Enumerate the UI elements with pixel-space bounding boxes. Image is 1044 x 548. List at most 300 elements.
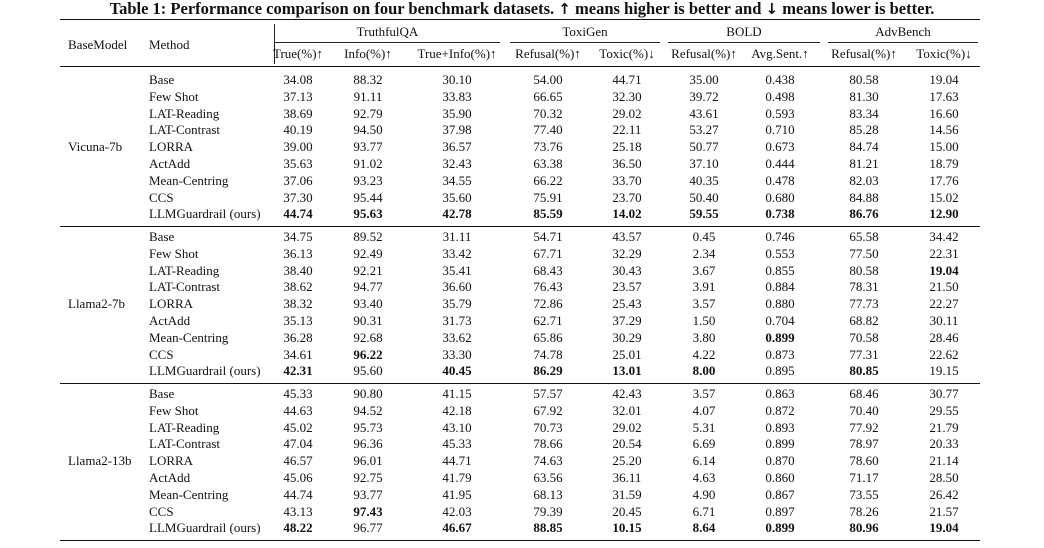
table-cell: 86.29: [533, 363, 563, 379]
table-cell: 44.63: [283, 402, 313, 418]
table-cell: 93.77: [353, 139, 383, 155]
table-cell: 4.63: [692, 470, 716, 485]
table-cell: 78.66: [533, 436, 563, 452]
table-cell: 54.71: [533, 229, 563, 244]
table-cell: 29.02: [612, 105, 642, 121]
column-header: Refusal(%)↑: [671, 46, 737, 61]
table-cell: 78.60: [849, 453, 879, 469]
table-cell: 38.32: [283, 296, 313, 312]
table-cell: 66.22: [533, 172, 563, 188]
table-cell: 32.01: [612, 402, 642, 418]
table-cell: 70.40: [849, 402, 879, 418]
table-cell: 77.50: [849, 245, 879, 261]
group-underline: [275, 42, 500, 43]
method-label: LORRA: [149, 139, 194, 155]
table-cell: 25.01: [612, 346, 642, 362]
table-cell: 38.69: [283, 105, 313, 121]
table-cell: 42.78: [442, 206, 472, 222]
table-cell: 66.65: [533, 88, 563, 104]
table-cell: 33.70: [612, 172, 642, 188]
table-cell: 37.30: [283, 189, 313, 205]
column-header: Toxic(%)↓: [916, 46, 972, 61]
table-cell: 82.03: [849, 172, 879, 188]
table-cell: 94.52: [353, 402, 383, 418]
column-header: Avg.Sent.↑: [751, 46, 809, 61]
table-cell: 0.746: [765, 229, 795, 244]
table-cell: 42.18: [442, 402, 472, 418]
table-cell: 33.62: [442, 329, 472, 345]
table-cell: 81.21: [849, 156, 879, 171]
table-cell: 13.01: [612, 363, 642, 379]
table-cell: 46.67: [442, 520, 472, 536]
table-cell: 63.38: [533, 156, 563, 171]
table-cell: 59.55: [689, 206, 719, 222]
table-cell: 19.04: [929, 262, 959, 278]
table-cell: 0.899: [765, 329, 795, 345]
table-cell: 35.00: [689, 72, 719, 87]
table-cell: 96.36: [353, 436, 383, 452]
table-cell: 96.22: [353, 346, 383, 362]
table-cell: 32.30: [612, 88, 642, 104]
column-header: Toxic(%)↓: [599, 46, 655, 61]
table-cell: 2.34: [692, 245, 716, 261]
table-cell: 35.63: [283, 156, 313, 171]
table-cell: 90.31: [353, 313, 383, 328]
table-cell: 77.73: [849, 296, 879, 312]
table-cell: 92.68: [353, 329, 383, 345]
table-cell: 92.49: [353, 245, 383, 261]
bottom-rule: [60, 540, 980, 541]
table-cell: 35.60: [442, 189, 472, 205]
table-cell: 5.31: [692, 419, 716, 435]
column-header: Refusal(%)↑: [515, 46, 581, 61]
table-cell: 71.17: [849, 470, 879, 485]
table-cell: 97.43: [353, 503, 383, 519]
table-cell: 38.62: [283, 279, 313, 295]
group-header-advbench: AdvBench: [875, 24, 931, 39]
block-separator: [60, 383, 980, 384]
table-cell: 31.11: [442, 229, 472, 244]
table-cell: 95.44: [353, 189, 383, 205]
table-cell: 30.43: [612, 262, 642, 278]
method-label: Few Shot: [149, 88, 199, 104]
table-cell: 32.43: [442, 156, 472, 171]
table-cell: 62.71: [533, 313, 563, 328]
table-cell: 46.57: [283, 453, 313, 469]
table-cell: 20.54: [612, 436, 642, 452]
table-cell: 84.88: [849, 189, 879, 205]
table-cell: 65.86: [533, 329, 563, 345]
table-cell: 0.553: [765, 245, 795, 261]
group-underline: [668, 42, 820, 43]
method-label: LAT-Contrast: [149, 279, 221, 295]
table-cell: 15.02: [929, 189, 959, 205]
down-arrow-icon: ↓: [765, 0, 779, 18]
table-cell: 77.31: [849, 346, 879, 362]
table-cell: 70.32: [533, 105, 563, 121]
method-label: LLMGuardrail (ours): [149, 206, 261, 222]
table-cell: 44.74: [283, 486, 313, 502]
table-cell: 43.10: [442, 419, 472, 435]
table-cell: 96.01: [353, 453, 383, 469]
method-label: LLMGuardrail (ours): [149, 520, 261, 536]
table-cell: 32.29: [612, 245, 642, 261]
table-cell: 0.673: [765, 139, 795, 155]
table-cell: 36.28: [283, 329, 313, 345]
method-label: CCS: [149, 346, 174, 362]
table-cell: 95.63: [353, 206, 383, 222]
table-cell: 36.60: [442, 279, 472, 295]
table-cell: 21.79: [929, 419, 959, 435]
table-cell: 30.10: [442, 72, 472, 87]
table-cell: 31.73: [442, 313, 472, 328]
table-cell: 68.46: [849, 386, 879, 401]
table-cell: 70.58: [849, 329, 879, 345]
table-cell: 34.75: [283, 229, 313, 244]
table-cell: 94.77: [353, 279, 383, 295]
table-cell: 33.42: [442, 245, 472, 261]
table-cell: 4.22: [692, 346, 716, 362]
table-cell: 0.880: [765, 296, 795, 312]
table-cell: 44.71: [442, 453, 472, 469]
table-cell: 92.79: [353, 105, 383, 121]
table-cell: 1.50: [692, 313, 716, 328]
table-cell: 41.79: [442, 470, 472, 485]
method-label: CCS: [149, 503, 174, 519]
table-cell: 22.27: [929, 296, 959, 312]
table-cell: 0.870: [765, 453, 795, 469]
table-cell: 38.40: [283, 262, 313, 278]
table-cell: 77.92: [849, 419, 879, 435]
table-cell: 90.80: [353, 386, 383, 401]
table-cell: 0.478: [765, 172, 795, 188]
table-cell: 37.29: [612, 313, 642, 328]
table-cell: 86.76: [849, 206, 879, 222]
table-cell: 53.27: [689, 122, 719, 138]
column-header: True(%)↑: [272, 46, 324, 61]
table-cell: 75.91: [533, 189, 563, 205]
table-cell: 78.31: [849, 279, 879, 295]
table-cell: 31.59: [612, 486, 642, 502]
table-cell: 26.42: [929, 486, 959, 502]
table-cell: 23.57: [612, 279, 642, 295]
table-cell: 72.86: [533, 296, 563, 312]
column-header: Info(%)↑: [344, 46, 392, 61]
table-cell: 8.00: [692, 363, 716, 379]
group-underline: [510, 42, 660, 43]
table-cell: 0.855: [765, 262, 795, 278]
table-cell: 96.77: [353, 520, 383, 536]
group-header-truthfulqa: TruthfulQA: [356, 24, 419, 39]
table-cell: 0.710: [765, 122, 795, 138]
table-cell: 12.90: [929, 206, 959, 222]
table-cell: 57.57: [533, 386, 563, 401]
table-cell: 0.899: [765, 520, 795, 536]
table-caption: [0, 0, 1044, 18]
table-cell: 79.39: [533, 503, 563, 519]
table-cell: 74.78: [533, 346, 563, 362]
table-cell: 14.02: [612, 206, 642, 222]
table-cell: 28.50: [929, 470, 959, 485]
method-label: ActAdd: [149, 313, 191, 328]
method-label: LAT-Reading: [149, 419, 220, 435]
method-label: Few Shot: [149, 245, 199, 261]
table-cell: 0.738: [765, 206, 795, 222]
table-cell: 34.08: [283, 72, 313, 87]
table-cell: 47.04: [283, 436, 313, 452]
table-cell: 4.90: [692, 486, 716, 502]
method-label: Base: [149, 229, 175, 244]
table-cell: 43.13: [283, 503, 313, 519]
table-cell: 22.62: [929, 346, 959, 362]
table-cell: 10.15: [612, 520, 642, 536]
table-cell: 36.13: [283, 245, 313, 261]
method-label: Base: [149, 386, 175, 401]
table-cell: 39.72: [689, 88, 719, 104]
table-cell: 67.71: [533, 245, 563, 261]
group-underline: [828, 42, 978, 43]
method-label: LAT-Reading: [149, 105, 220, 121]
table-cell: 25.20: [612, 453, 642, 469]
table-cell: 21.57: [929, 503, 959, 519]
table-cell: 78.97: [849, 436, 879, 452]
table-cell: 30.11: [929, 313, 959, 328]
table-cell: 0.680: [765, 189, 795, 205]
table-cell: 76.43: [533, 279, 563, 295]
method-label: LLMGuardrail (ours): [149, 363, 261, 379]
table-cell: 30.77: [929, 386, 959, 401]
table-cell: 44.71: [612, 72, 642, 87]
table-cell: 6.71: [692, 503, 716, 519]
table-cell: 35.90: [442, 105, 472, 121]
table-cell: 34.55: [442, 172, 472, 188]
table-cell: 25.43: [612, 296, 642, 312]
table-cell: 94.50: [353, 122, 383, 138]
basemodel-label: Llama2-13b: [68, 453, 132, 469]
table-cell: 45.02: [283, 419, 313, 435]
table-cell: 35.13: [283, 313, 313, 328]
table-cell: 0.895: [765, 363, 795, 379]
table-cell: 43.61: [689, 105, 719, 121]
table-cell: 29.55: [929, 402, 959, 418]
table-cell: 0.704: [765, 313, 795, 328]
caption-text-end: means lower is better.: [778, 0, 935, 18]
table-cell: 34.61: [283, 346, 313, 362]
method-label: CCS: [149, 189, 174, 205]
table-cell: 0.860: [765, 470, 795, 485]
table-cell: 85.59: [533, 206, 563, 222]
table-cell: 80.58: [849, 72, 879, 87]
table-cell: 20.45: [612, 503, 642, 519]
table-cell: 21.50: [929, 279, 959, 295]
table-cell: 0.897: [765, 503, 795, 519]
table-cell: 0.593: [765, 105, 795, 121]
table-cell: 85.28: [849, 122, 879, 138]
table-cell: 0.872: [765, 402, 795, 418]
table-cell: 23.70: [612, 189, 642, 205]
table-cell: 8.64: [692, 520, 716, 536]
table-cell: 89.52: [353, 229, 383, 244]
table-cell: 40.45: [442, 363, 472, 379]
table-cell: 39.00: [283, 139, 313, 155]
table-cell: 84.74: [849, 139, 879, 155]
table-cell: 68.82: [849, 313, 879, 328]
table-cell: 0.438: [765, 72, 795, 87]
table-cell: 0.899: [765, 436, 795, 452]
table-cell: 16.60: [929, 105, 959, 121]
table-cell: 73.55: [849, 486, 879, 502]
table-cell: 37.06: [283, 172, 313, 188]
table-cell: 34.42: [929, 229, 959, 244]
table-cell: 3.57: [692, 386, 716, 401]
table-cell: 80.96: [849, 520, 879, 536]
top-rule: [60, 19, 980, 20]
table-cell: 36.50: [612, 156, 642, 171]
table-cell: 0.884: [765, 279, 795, 295]
table-cell: 88.85: [533, 520, 563, 536]
basemodel-label: Vicuna-7b: [68, 139, 123, 155]
block-separator: [60, 226, 980, 227]
table-cell: 0.444: [765, 156, 795, 171]
table-cell: 0.873: [765, 346, 795, 362]
table-cell: 15.00: [929, 139, 959, 155]
table-cell: 28.46: [929, 329, 959, 345]
table-cell: 63.56: [533, 470, 563, 485]
table-cell: 25.18: [612, 139, 642, 155]
table-cell: 30.29: [612, 329, 642, 345]
method-label: Mean-Centring: [149, 329, 229, 345]
table-cell: 3.91: [692, 279, 716, 295]
table-cell: 41.15: [442, 386, 472, 401]
table-cell: 6.14: [692, 453, 716, 469]
table-cell: 80.85: [849, 363, 879, 379]
table-cell: 33.30: [442, 346, 472, 362]
table-cell: 0.863: [765, 386, 795, 401]
method-label: ActAdd: [149, 470, 191, 485]
method-label: LAT-Reading: [149, 262, 220, 278]
table-cell: 80.58: [849, 262, 879, 278]
table-cell: 92.21: [353, 262, 383, 278]
table-cell: 36.11: [612, 470, 642, 485]
table-cell: 95.60: [353, 363, 383, 379]
table-cell: 4.07: [692, 402, 716, 418]
table-cell: 88.32: [353, 72, 383, 87]
table-cell: 37.10: [689, 156, 719, 171]
table-cell: 93.77: [353, 486, 383, 502]
table-cell: 0.867: [765, 486, 795, 502]
method-label: Few Shot: [149, 402, 199, 418]
table-cell: 42.31: [283, 363, 313, 379]
table-cell: 48.22: [283, 520, 313, 536]
table-cell: 42.03: [442, 503, 472, 519]
table-cell: 29.02: [612, 419, 642, 435]
table-cell: 54.00: [533, 72, 563, 87]
table-cell: 33.83: [442, 88, 472, 104]
table-cell: 65.58: [849, 229, 879, 244]
method-label: LAT-Contrast: [149, 436, 221, 452]
table-cell: 93.23: [353, 172, 383, 188]
table-cell: 35.41: [442, 262, 472, 278]
table-cell: 50.40: [689, 189, 719, 205]
table-cell: 17.63: [929, 88, 959, 104]
method-label: Mean-Centring: [149, 172, 229, 188]
table-cell: 91.02: [353, 156, 383, 171]
group-header-bold: BOLD: [726, 24, 762, 39]
table-cell: 45.33: [283, 386, 313, 401]
table-cell: 19.15: [929, 363, 959, 379]
table-cell: 0.45: [692, 229, 716, 244]
table-cell: 73.76: [533, 139, 563, 155]
column-header: Refusal(%)↑: [831, 46, 897, 61]
table-cell: 21.14: [929, 453, 959, 469]
table-cell: 68.13: [533, 486, 563, 502]
table-cell: 44.74: [283, 206, 313, 222]
table-cell: 45.33: [442, 436, 472, 452]
table-cell: 20.33: [929, 436, 959, 452]
method-label: ActAdd: [149, 156, 191, 171]
up-arrow-icon: ↑: [558, 0, 571, 18]
table-cell: 83.34: [849, 105, 879, 121]
table-cell: 40.35: [689, 172, 719, 188]
column-header: True+Info(%)↑: [417, 46, 497, 61]
method-label: LORRA: [149, 453, 194, 469]
table-cell: 0.498: [765, 88, 795, 104]
table-cell: 95.73: [353, 419, 383, 435]
header-rule: [60, 66, 980, 67]
table-cell: 93.40: [353, 296, 383, 312]
table-cell: 40.19: [283, 122, 313, 138]
group-header-toxigen: ToxiGen: [562, 24, 608, 39]
table-cell: 36.57: [442, 139, 472, 155]
method-label: Mean-Centring: [149, 486, 229, 502]
basemodel-header: BaseModel: [68, 37, 128, 52]
method-label: LAT-Contrast: [149, 122, 221, 138]
table-cell: 3.67: [692, 262, 716, 278]
basemodel-label: Llama2-7b: [68, 296, 126, 312]
caption-text-mid: means higher is better and: [570, 0, 766, 18]
table-cell: 17.76: [929, 172, 959, 188]
table-cell: 37.13: [283, 88, 313, 104]
table-cell: 37.98: [442, 122, 472, 138]
table-cell: 45.06: [283, 470, 313, 485]
table-cell: 22.11: [612, 122, 642, 138]
table-cell: 70.73: [533, 419, 563, 435]
table-cell: 92.75: [353, 470, 383, 485]
table-cell: 0.893: [765, 419, 795, 435]
table-cell: 67.92: [533, 402, 563, 418]
table-cell: 3.57: [692, 296, 716, 312]
table-cell: 81.30: [849, 88, 879, 104]
table-cell: 19.04: [929, 520, 959, 536]
table-cell: 78.26: [849, 503, 879, 519]
method-label: Base: [149, 72, 175, 87]
table-cell: 77.40: [533, 122, 563, 138]
table-cell: 74.63: [533, 453, 563, 469]
table-cell: 18.79: [929, 156, 959, 171]
method-label: LORRA: [149, 296, 194, 312]
table-cell: 42.43: [612, 386, 642, 401]
table-cell: 35.79: [442, 296, 472, 312]
table-cell: 41.95: [442, 486, 472, 502]
table-cell: 43.57: [612, 229, 642, 244]
table-cell: 22.31: [929, 245, 959, 261]
method-header: Method: [149, 37, 190, 52]
table-cell: 68.43: [533, 262, 563, 278]
table-cell: 19.04: [929, 72, 959, 87]
table-cell: 3.80: [692, 329, 716, 345]
table-cell: 6.69: [692, 436, 716, 452]
caption-text: Table 1: Performance comparison on four benchmark datasets.: [109, 0, 559, 18]
